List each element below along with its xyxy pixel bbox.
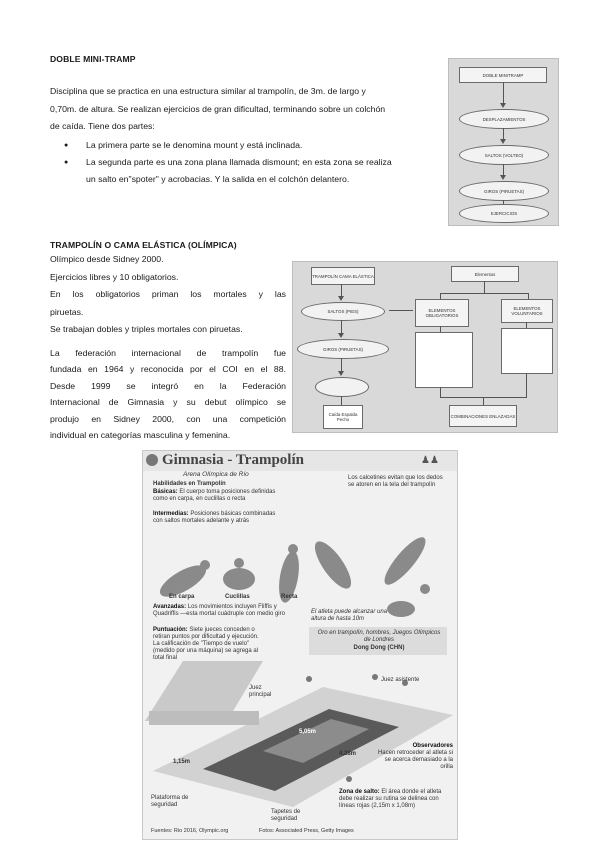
- dimension-1: 1,15m: [173, 759, 191, 765]
- text-line: fundada en 1964 y reconocida por el COI en el 88.: [50, 364, 286, 375]
- diagram-oval-4: EJERCICIOS: [459, 204, 549, 223]
- pos-cuclillas-label: Cuclillas: [225, 594, 250, 600]
- diagram-oval-1: DESPLAZAMIENTOS: [459, 109, 549, 129]
- section1-paragraph: [50, 83, 442, 136]
- diagram2-list-box-left: [415, 332, 473, 388]
- juez-asistente-label: Juez asistente: [381, 677, 420, 683]
- text-line: Internacional de Gimnasia y su debut olímpico se: [50, 397, 286, 408]
- text-line: individual en categorías masculina y femenina.: [50, 430, 231, 441]
- text-line: de caída. Tiene dos partes:: [50, 121, 155, 131]
- diagram2-bottom-box: Caída Espalda Pecho: [323, 405, 363, 429]
- diagram2-list-box-right: [501, 328, 553, 374]
- diagram2-oval-giros: GIROS (PIRUETAS): [297, 339, 389, 359]
- diagram2-oval-small: [315, 377, 369, 397]
- text-line: Desde 1999 se integró en la Federación: [50, 380, 286, 391]
- observadores-text: Hacen retroceder al atleta si se acerca demasiado a la orilla: [377, 750, 453, 770]
- diagram-root-box: DOBLE MINITRAMP: [459, 67, 547, 83]
- bullet-text: un salto en"spoter" y acrobacias. Y la salida en el colchón delantero.: [86, 174, 350, 184]
- diagram2-combinaciones-box: COMBINACIONES ENLAZADAS: [449, 405, 517, 427]
- bullet-text: La primera parte se le denomina mount y está inclinada.: [86, 140, 303, 150]
- habilidades-heading: Habilidades en Trampolín: [153, 481, 226, 487]
- puntuacion-text: Siete jueces conceden o retiran puntos por dificultad y ejecución. La calificación de "Tiempo de vuelo" (medido por una máquina) se agrega al total final: [153, 627, 259, 661]
- section2-paragraph: [50, 345, 286, 443]
- text-line: La federación internacional de trampolín fue: [50, 348, 286, 358]
- oro-name: Dong Dong (CHN): [353, 645, 405, 651]
- intermedias-text: Posiciones básicas combinadas con saltos mortales adelante y atrás: [153, 511, 276, 524]
- avanzadas-text: Los movimientos incluyen Fliffis y Quadriffis —esta mortal cuádruple con medio giro: [153, 604, 285, 617]
- basicas-block: [153, 489, 281, 503]
- pos-recta-label: Recta: [281, 594, 298, 600]
- observadores-block: [375, 743, 453, 771]
- doble-minitramp-diagram: [448, 58, 559, 226]
- altura-note: El atleta puede alcanzar una altura de hasta 10m: [311, 609, 388, 622]
- section1-bullet-list: [50, 137, 444, 188]
- text-line: Se trabajan dobles y triples mortales con piruetas.: [50, 324, 243, 334]
- athletes-icon: ♟♟: [421, 455, 439, 466]
- text-line: Ejercicios libres y 10 obligatorios.: [50, 271, 179, 282]
- diagram2-voluntarios-box: ELEMENTOS VOLUNTARIOS: [501, 299, 553, 323]
- callout-calcetines: Los calcetines evitan que los dedos se atoren en la tela del trampolín: [348, 475, 443, 488]
- text-line: Disciplina que se practica en una estructura similar al trampolín, de 3m. de largo y: [50, 86, 366, 96]
- section-title-trampolin: TRAMPOLÍN O CAMA ELÁSTICA (OLÍMPICA): [50, 240, 237, 250]
- olympic-logo-icon: [146, 454, 158, 466]
- text-line: En los obligatorios priman los mortales y las: [50, 289, 286, 299]
- fotos-credit: Fotos: Associated Press, Getty Images: [259, 828, 354, 834]
- gimnasia-trampolin-infographic: [142, 450, 458, 840]
- diagram-oval-3: GIROS (PIRUETAS): [459, 181, 549, 201]
- zona-text: El área donde el atleta debe realizar su rutina se delinea con líneas rojas (2,15m x 1,08m): [339, 789, 442, 809]
- trampolin-diagram: [292, 261, 558, 433]
- dimension-3: 4,28m: [339, 751, 357, 757]
- bullet-item: [50, 154, 444, 171]
- intermedias-label: Intermedias:: [153, 511, 189, 517]
- fuentes-credit: Fuentes: Rio 2016, Olympic.org: [151, 828, 229, 834]
- text-line: piruetas.: [50, 306, 84, 317]
- puntuacion-label: Puntuación:: [153, 627, 188, 633]
- dimension-2: 5,05m: [299, 729, 317, 735]
- text-line: produjo en Sidney 2000, con una competición: [50, 413, 286, 424]
- avanzadas-block: [153, 604, 293, 618]
- section2-list: [50, 251, 286, 339]
- avanzadas-label: Avanzadas:: [153, 604, 187, 610]
- intermedias-block: [153, 511, 281, 525]
- oro-text: Oro en trampolín, hombres, Juegos Olímpicos de Londres: [317, 630, 441, 643]
- diagram2-obligatorios-box: ELEMENTOS OBLIGATORIOS: [415, 299, 469, 327]
- diagram-oval-2: SALTOS (VOLTEO): [459, 145, 549, 165]
- infographic-title: Gimnasia - Trampolín: [162, 452, 304, 468]
- observadores-label: Observadores: [412, 743, 453, 749]
- bullet-item: [50, 137, 444, 154]
- basicas-text: El cuerpo toma posiciones definidas como en carpa, en cuclillas o recta: [153, 489, 276, 502]
- section-title-doble-mini-tramp: DOBLE MINI-TRAMP: [50, 54, 136, 64]
- zona-label: Zona de salto:: [339, 789, 380, 795]
- plataforma-label: Plataforma de seguridad: [151, 795, 189, 808]
- text-line: 0,70m. de altura. Se realizan ejercicios de gran dificultad, terminando sobre un colchón: [50, 103, 386, 114]
- juez-principal-label: Juez principal: [249, 685, 272, 698]
- tapetes-label: Tapetes de seguridad: [271, 809, 301, 822]
- bullet-item-continued: [50, 171, 444, 188]
- diagram2-oval-saltos: SALTOS (PIES): [301, 302, 385, 321]
- basicas-label: Básicas:: [153, 489, 178, 495]
- diagram2-root-box: TRAMPOLÍN CAMA ELÁSTICA: [311, 267, 375, 285]
- text-line: Olímpico desde Sidney 2000.: [50, 254, 164, 264]
- pos-carpa-label: En carpa: [169, 594, 195, 600]
- bullet-text: La segunda parte es una zona plana llamada dismount; en esta zona se realiza: [86, 157, 392, 167]
- infographic-subtitle: Arena Olímpica de Río: [183, 471, 249, 478]
- diagram2-right-top-box: Elementos: [451, 266, 519, 282]
- zona-block: [339, 789, 451, 810]
